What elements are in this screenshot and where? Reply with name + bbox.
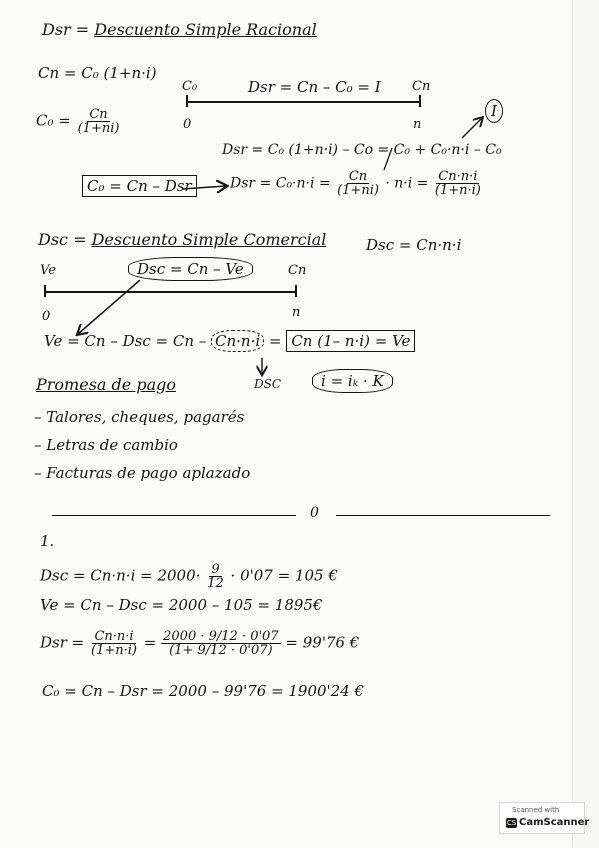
arrow-to-interest bbox=[462, 118, 482, 138]
exercise-line-1: Dsc = Cn·n·i = 2000· $\frac{9}{12}$ · 0'07 = 105 € bbox=[40, 562, 338, 591]
timeline1-mid-formula: Dsr = Cn – C₀ = I bbox=[248, 78, 381, 96]
dsc-heading-title: Descuento Simple Comercial bbox=[91, 230, 327, 249]
timeline2-start-tick bbox=[44, 285, 46, 297]
dsr-heading-title: Descuento Simple Racional bbox=[94, 20, 317, 39]
promesa-item: – Facturas de pago aplazado bbox=[34, 464, 251, 482]
timeline2-line bbox=[44, 291, 296, 293]
timeline2-end: n bbox=[292, 305, 301, 320]
promesa-item: – Talores, cheques, pagarés bbox=[34, 408, 245, 426]
timeline1-left-label: C₀ bbox=[182, 79, 198, 94]
timeline1-start-tick bbox=[186, 95, 188, 107]
ve-line-dashed: Cn·n·i bbox=[211, 330, 264, 352]
timeline1-end: n bbox=[413, 117, 422, 132]
dsc-heading: Dsc = Descuento Simple Comercial bbox=[38, 230, 327, 249]
promesa-title: Promesa de pago bbox=[36, 375, 176, 394]
timeline1-start: 0 bbox=[183, 117, 192, 132]
dsr-chain: Dsr = C₀·n·i = $\frac{Cn}{(1+ni)}$ · n·i = $\frac{Cn\cdot n\cdot i}{(1+n\cdot i)}$ bbox=[230, 169, 481, 198]
divider-right bbox=[336, 515, 550, 516]
interest-circle: I bbox=[485, 104, 503, 119]
timeline2-right-label: Cn bbox=[288, 263, 307, 278]
ve-line-boxed: Cn (1– n·i) = Ve bbox=[286, 330, 415, 352]
cn-formula: Cn = C₀ (1+n·i) bbox=[38, 64, 157, 82]
promesa-item: – Letras de cambio bbox=[34, 436, 178, 454]
exercise-line-2: Ve = Cn – Dsc = 2000 – 105 = 1895€ bbox=[40, 596, 323, 614]
camscanner-logo-icon: CS bbox=[506, 819, 517, 827]
timeline2-oval: Dsc = Cn – Ve bbox=[128, 262, 253, 277]
divider-left bbox=[52, 515, 296, 516]
timeline1-right-label: Cn bbox=[412, 79, 431, 94]
c0-formula: C₀ = $\frac{Cn}{(1+ni)}$ bbox=[36, 107, 120, 136]
i-circle: i = iₖ · K bbox=[312, 374, 393, 389]
timeline2-start: 0 bbox=[42, 309, 51, 324]
timeline2-end-tick bbox=[295, 285, 297, 297]
dsc-formula: Dsc = Cn·n·i bbox=[366, 236, 462, 254]
exercise-number: 1. bbox=[40, 532, 55, 550]
timeline1-line bbox=[186, 101, 420, 103]
arrow-oval-to-ve bbox=[78, 280, 140, 334]
dsc-under-label: DSC bbox=[254, 377, 282, 391]
divider-mark: 0 bbox=[310, 505, 319, 521]
dsr-boxed-formula: C₀ = Cn – Dsr bbox=[82, 179, 197, 194]
ve-line: Ve = Cn – Dsc = Cn – Cn·n·i = Cn (1– n·i) = Ve bbox=[44, 334, 415, 349]
dsr-heading: Dsr = Descuento Simple Racional bbox=[42, 20, 317, 39]
camscanner-watermark: Scanned with CS CamScanner bbox=[499, 802, 585, 834]
exercise-line-4: C₀ = Cn – Dsr = 2000 – 99'76 = 1900'24 € bbox=[42, 682, 365, 700]
timeline2-left-label: Ve bbox=[40, 263, 56, 278]
dsr-expansion: Dsr = C₀ (1+n·i) – Co = C₀ + C₀·n·i – C₀ bbox=[222, 142, 502, 158]
exercise-line-3: Dsr = $\frac{Cn\cdot n\cdot i}{(1+n\cdot i)}$ = $\frac{2000 \cdot 9/12 \cdot 0'07}{(1+ 9/12 \cdot 0'07)}$ = 99'76 € bbox=[40, 629, 360, 658]
timeline1-end-tick bbox=[419, 95, 421, 107]
